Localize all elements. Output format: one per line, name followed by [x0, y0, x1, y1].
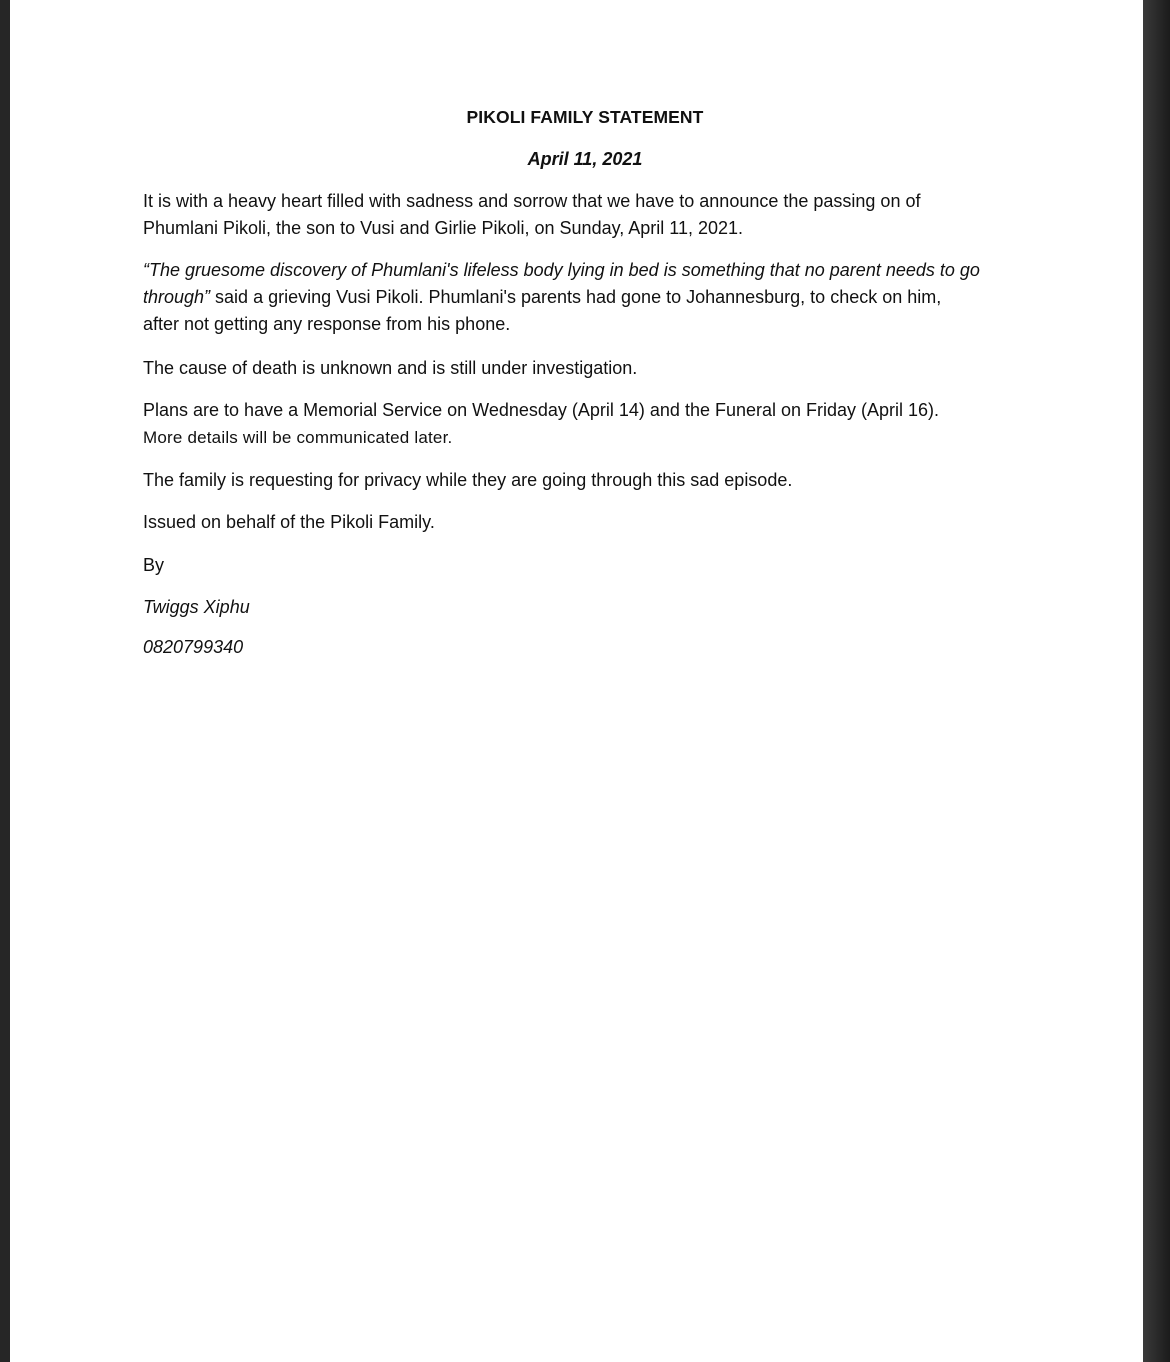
signatory-phone: 0820799340 — [143, 637, 244, 657]
paragraph-quote — [143, 257, 1043, 338]
plans-line-2: More details will be communicated later. — [143, 428, 453, 447]
document-date: April 11, 2021 — [527, 149, 643, 169]
announcement-line-2: Phumlani Pikoli, the son to Vusi and Girlie Pikoli, on Sunday, April 11, 2021. — [143, 218, 744, 238]
paragraph-issued: Issued on behalf of the Pikoli Family. — [143, 512, 435, 532]
quote-line-2-rest: said a grieving Vusi Pikoli. Phumlani's parents had gone to Johannesburg, to check on him, — [210, 287, 942, 307]
quote-line-2-italic: through” — [143, 287, 211, 307]
plans-line-1: Plans are to have a Memorial Service on Wednesday (April 14) and the Funeral on Friday (April 16). — [143, 400, 940, 420]
signatory-name: Twiggs Xiphu — [143, 597, 250, 617]
paragraph-privacy: The family is requesting for privacy while they are going through this sad episode. — [143, 470, 793, 490]
announcement-line-1: It is with a heavy heart filled with sadness and sorrow that we have to announce the passing on of — [143, 191, 921, 211]
paragraph-plans — [143, 397, 1043, 451]
document-title: PIKOLI FAMILY STATEMENT — [466, 107, 704, 127]
quote-line-3: after not getting any response from his phone. — [143, 314, 511, 334]
quote-line-1: “The gruesome discovery of Phumlani's lifeless body lying in bed is something that no parent needs to go — [143, 260, 980, 280]
paragraph-cause: The cause of death is unknown and is still under investigation. — [143, 358, 638, 378]
page-edge-shadow — [1143, 0, 1170, 1362]
by-label: By — [143, 555, 165, 575]
paragraph-announcement — [143, 188, 1043, 242]
quote-line-2 — [143, 284, 1043, 311]
